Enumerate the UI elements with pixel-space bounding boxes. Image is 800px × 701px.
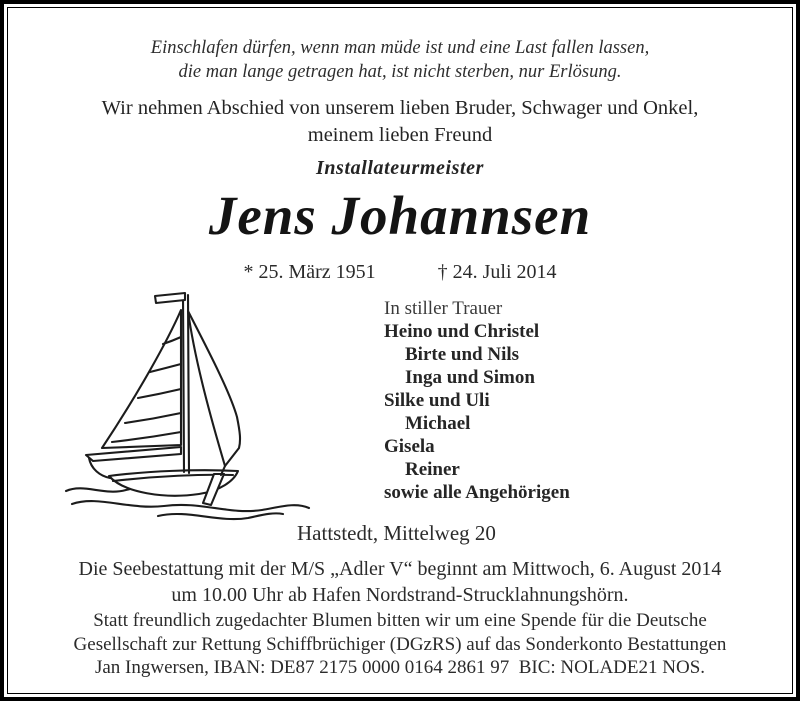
mourner-name: Birte und Nils (405, 344, 520, 365)
mourning-intro: In stiller Trauer (384, 298, 503, 319)
flag (155, 293, 185, 303)
death-date: † 24. Juli 2014 (437, 261, 557, 283)
boom (86, 447, 181, 461)
jib-sail (188, 311, 240, 466)
epigraph (0, 36, 800, 84)
mourners-list (384, 320, 570, 504)
life-dates (0, 261, 800, 284)
mourning-block (384, 297, 570, 504)
farewell-text (0, 95, 800, 149)
deceased-profession: Installateurmeister (315, 157, 485, 179)
donation-line-1: Statt freundlich zugedachter Blumen bitten wir um eine Spende für die Deutsche (93, 610, 707, 631)
burial-notice (0, 556, 800, 608)
farewell-line-1: Wir nehmen Abschied von unserem lieben Bruder, Schwager und Onkel, (101, 97, 699, 119)
birth-date: * 25. März 1951 (243, 261, 376, 283)
wave-line (72, 501, 309, 511)
donation-notice (0, 609, 800, 680)
mourner-name: Heino und Christel (384, 321, 540, 342)
address: Hattstedt, Mittelweg 20 (297, 521, 496, 545)
burial-line-2: um 10.00 Uhr ab Hafen Nordstrand-Strucklahnungshörn. (171, 584, 629, 606)
epigraph-line-2: die man lange getragen hat, ist nicht sterben, nur Erlösung. (178, 62, 622, 82)
burial-line-1: Die Seebestattung mit der M/S „Adler V“ beginnt am Mittwoch, 6. August 2014 (78, 558, 722, 580)
farewell-line-2: meinem lieben Freund (307, 124, 493, 146)
sailboat-illustration (62, 282, 362, 542)
mourner-name: Reiner (405, 459, 460, 480)
main-sail (102, 310, 181, 448)
mast (183, 295, 189, 473)
mourner-name: Michael (405, 413, 471, 434)
donation-line-2: Gesellschaft zur Rettung Schiffbrüchiger (DGzRS) auf das Sonderkonto Bestattungen (73, 633, 727, 655)
epigraph-line-1: Einschlafen dürfen, wenn man müde ist und eine Last fallen lassen, (150, 38, 650, 58)
mourner-name: sowie alle Angehörigen (384, 482, 570, 503)
mourner-name: Silke und Uli (384, 390, 490, 411)
wave-line (158, 513, 283, 519)
mourner-name: Gisela (384, 436, 435, 457)
mourner-name: Inga und Simon (405, 367, 535, 388)
donation-line-3: Jan Ingwersen, IBAN: DE87 2175 0000 0164 2861 97 BIC: NOLADE21 NOS. (94, 657, 706, 678)
deceased-name: Jens Johannsen (208, 185, 592, 246)
